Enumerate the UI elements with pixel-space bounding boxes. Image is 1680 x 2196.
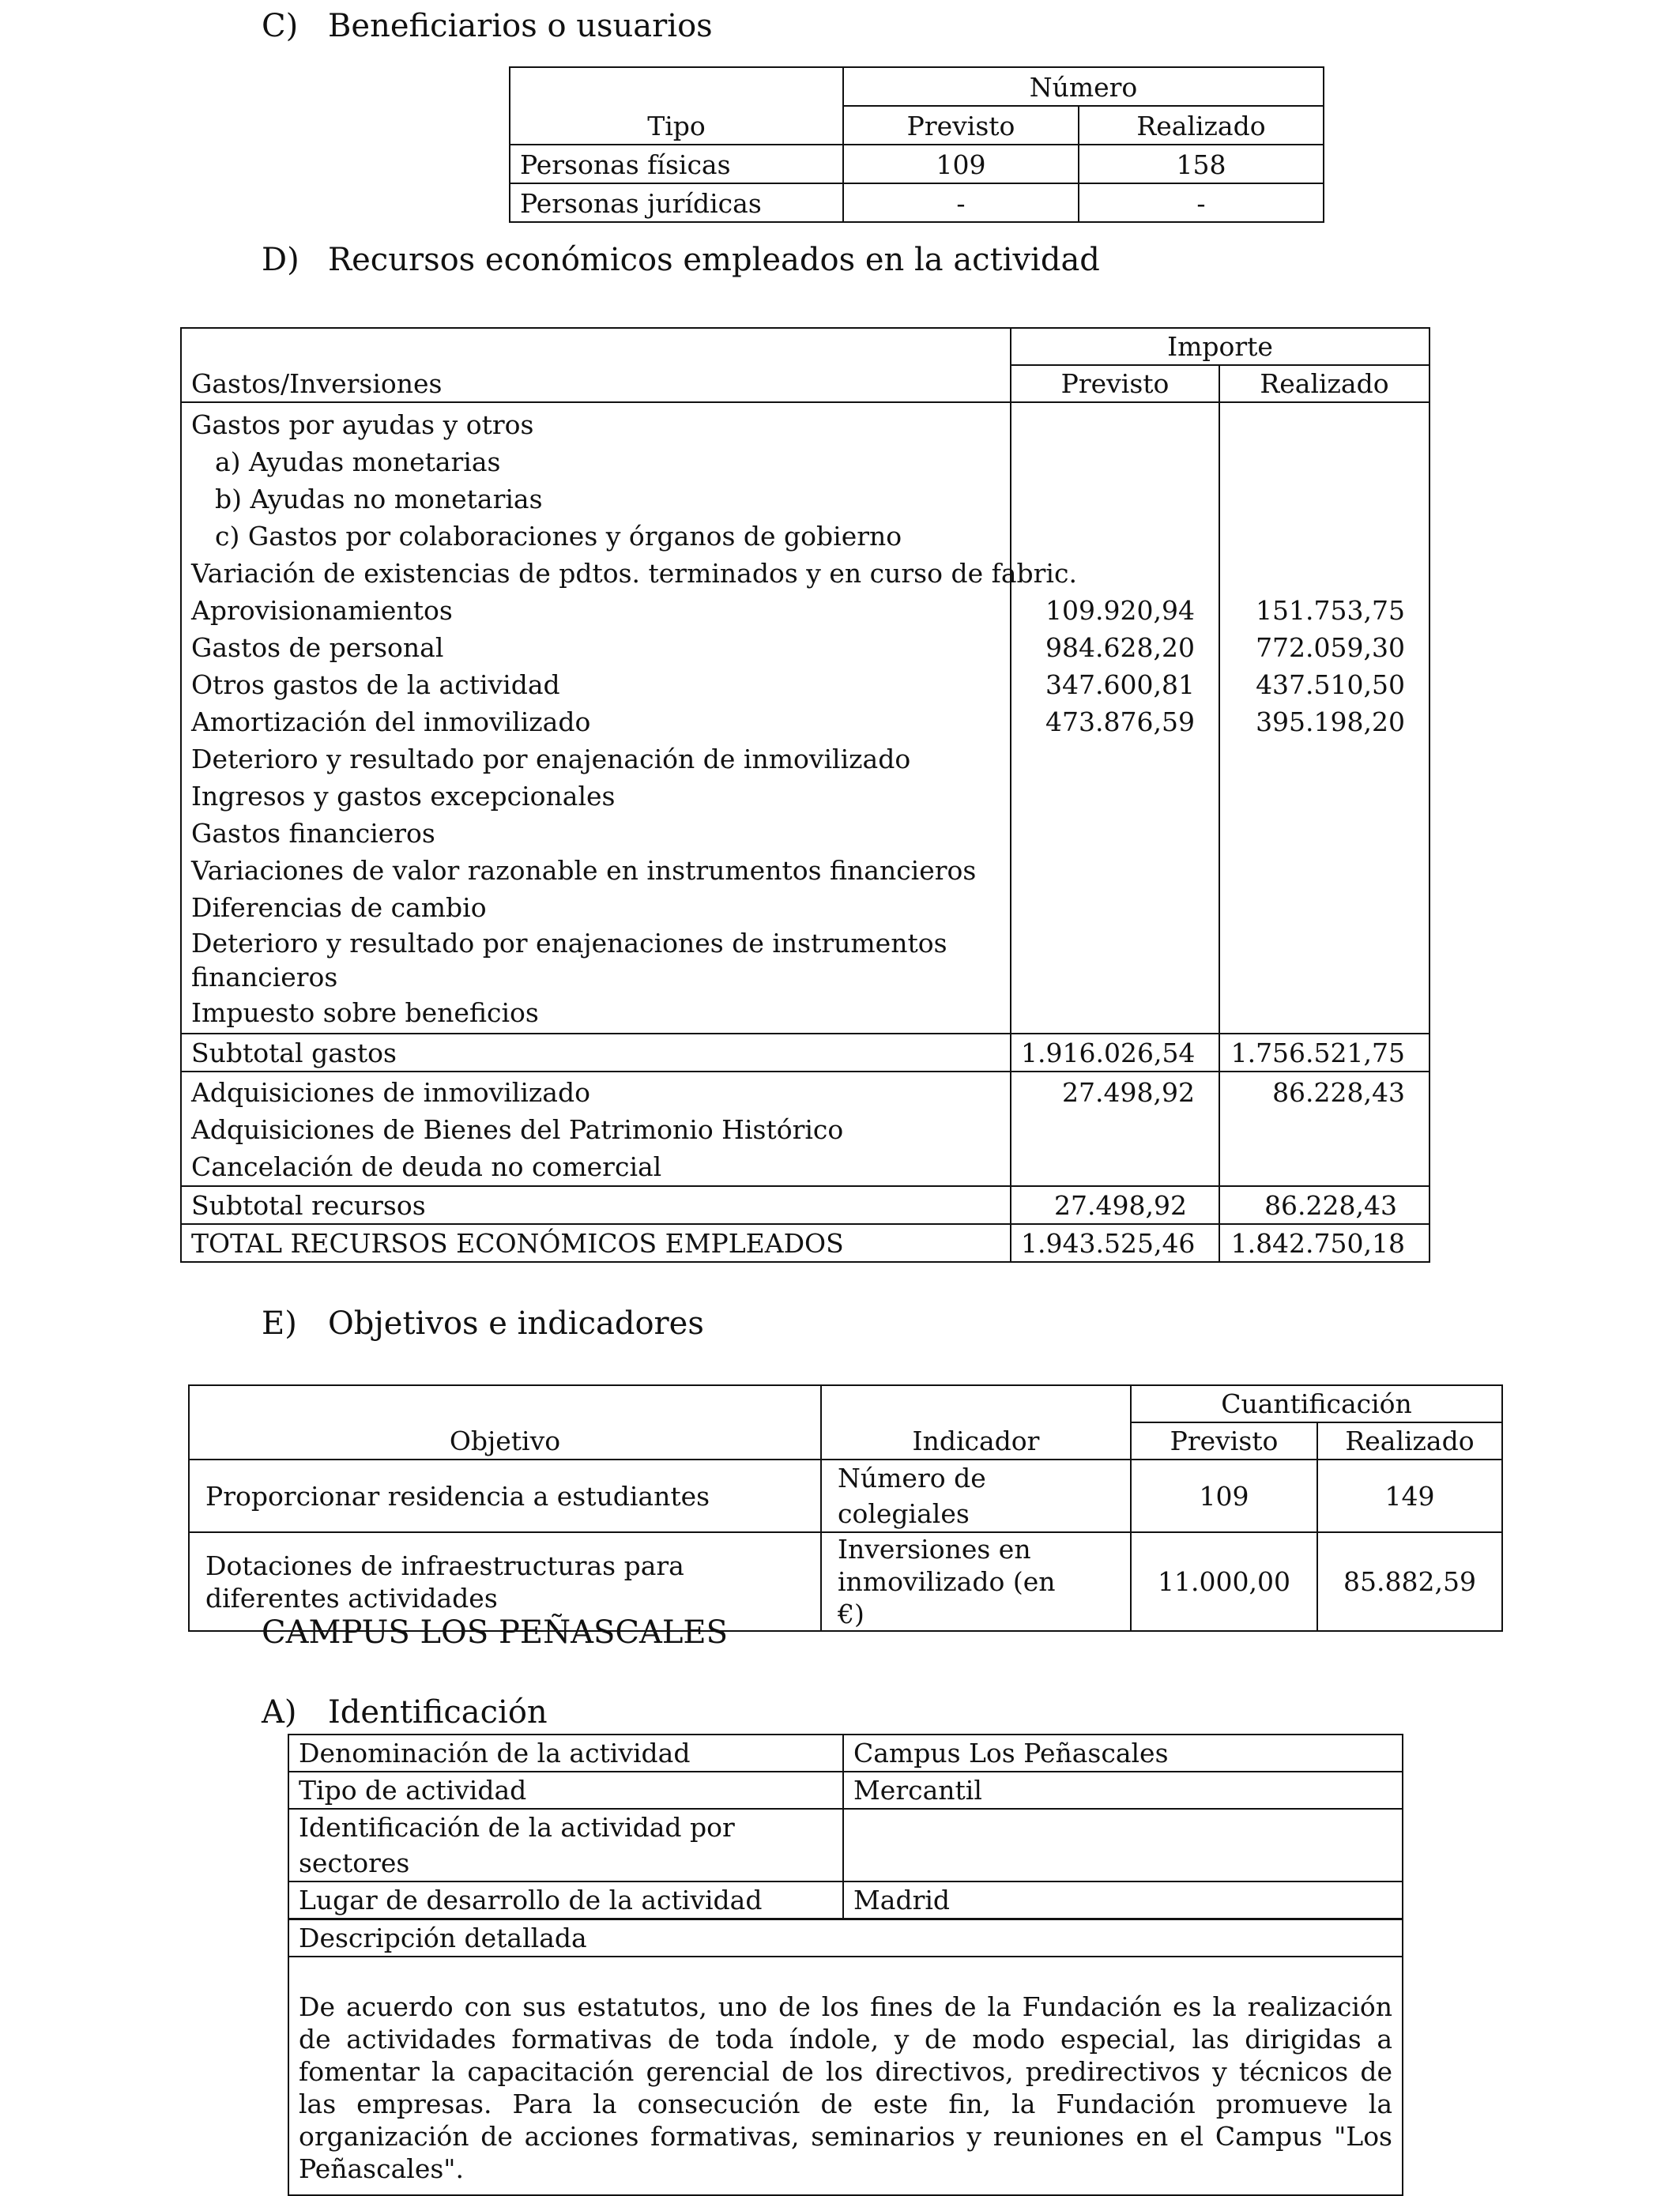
identificacion-label: Lugar de desarrollo de la actividad [288,1881,843,1919]
realizado-cell: 149 [1317,1460,1502,1532]
objetivo-cell: Proporcionar residencia a estudiantes [189,1460,821,1532]
subtotal-recursos-realizado: 86.228,43 [1219,1186,1430,1224]
table-row [189,1460,1502,1532]
indicador-cell: Número de colegiales [821,1460,1131,1532]
identificacion-label: Tipo de actividad [288,1772,843,1809]
identificacion-value: Madrid [843,1881,1403,1919]
gasto-previsto: 109.920,94 [1045,595,1195,626]
gasto-label: Variaciones de valor razonable en instrumentos financieros [191,855,977,886]
section-d-title: Recursos económicos empleados en la actividad [328,242,1100,278]
table-row [288,1735,1403,1772]
descripcion-header: Descripción detallada [288,1919,1403,1957]
objetivos-table [188,1384,1503,1632]
gasto-label: Amortización del inmovilizado [191,706,591,737]
identificacion-value: Campus Los Peñascales [843,1735,1403,1772]
recurso-previsto: 27.498,92 [1062,1077,1195,1108]
subtotal-gastos-label: Subtotal gastos [181,1034,1011,1072]
identificacion-value [843,1809,1403,1881]
recursos-previsto-cell [1011,1072,1219,1186]
gasto-realizado: 437.510,50 [1256,669,1406,700]
gastos-realizado-cell [1219,402,1430,1034]
section-e-letter: E) [262,1305,297,1342]
section-a-title: Identificación [328,1694,548,1731]
col-previsto-header: Previsto [843,106,1079,145]
col-gastos-header: Gastos/Inversiones [181,328,1011,402]
gasto-label: Gastos por ayudas y otros [191,409,534,440]
gasto-previsto: 984.628,20 [1045,632,1195,663]
previsto-cell: 109 [1131,1460,1317,1532]
col-previsto-header: Previsto [1011,365,1219,402]
recurso-label: Adquisiciones de inmovilizado [191,1077,590,1108]
gasto-previsto [1021,480,1195,518]
subtotal-recursos-previsto: 27.498,92 [1011,1186,1219,1224]
col-previsto-header: Previsto [1131,1422,1317,1460]
gasto-realizado: 395.198,20 [1256,706,1406,737]
gasto-label: Variación de existencias de pdtos. terminados y en curso de fabric. [191,558,1077,589]
gasto-realizado [1230,406,1405,443]
descripcion-table [288,1919,1403,2196]
recurso-realizado: 86.228,43 [1272,1077,1406,1108]
col-objetivo-header: Objetivo [189,1385,821,1460]
gasto-label: Otros gastos de la actividad [191,669,560,700]
recurso-label: Adquisiciones de Bienes del Patrimonio Histórico [191,1114,844,1145]
descripcion-text: De acuerdo con sus estatutos, uno de los fines de la Fundación es la realización de actividades formativas de toda índole, y de modo especial, las dirigidas a fomentar la capacitación gerencial de los directivos, predirectivos y técnicos de las empresas. Para la consecución de este fin, la Fundación promueve la organización de acciones formativas, seminarios y reuniones en el Campus "Los Peñascales". [299,1991,1392,2184]
subtotal-gastos-previsto: 1.916.026,54 [1011,1034,1219,1072]
gasto-label: a) Ayudas monetarias [215,446,501,477]
gasto-previsto [1021,518,1195,555]
recursos-table [180,327,1430,1263]
table-row [288,1809,1403,1881]
table-row [288,1772,1403,1809]
gasto-label: Gastos financieros [191,818,435,849]
gasto-previsto [1021,443,1195,480]
section-c-title: Beneficiarios o usuarios [328,8,713,44]
gasto-realizado: 772.059,30 [1256,632,1406,663]
gasto-realizado [1230,518,1405,555]
subtotal-recursos-label: Subtotal recursos [181,1186,1011,1224]
table-row [510,145,1324,183]
gastos-labels-cell [181,402,1077,1034]
gasto-realizado [1230,555,1405,592]
previsto-cell: 11.000,00 [1131,1532,1317,1631]
gasto-label: Aprovisionamientos [191,595,453,626]
gasto-label: Ingresos y gastos excepcionales [191,781,616,812]
gasto-previsto [1021,406,1195,443]
col-indicador-header: Indicador [821,1385,1131,1460]
gasto-previsto: 473.876,59 [1045,706,1195,737]
gasto-label: Deterioro y resultado por enajenaciones de instrumentos [191,928,947,959]
total-row [181,1224,1430,1262]
recursos-realizado-cell [1219,1072,1430,1186]
gasto-label: b) Ayudas no monetarias [215,484,543,514]
identificacion-value: Mercantil [843,1772,1403,1809]
identificacion-label: Identificación de la actividad por sectores [288,1809,843,1881]
gasto-realizado [1230,443,1405,480]
realizado-cell: 85.882,59 [1317,1532,1502,1631]
realizado-cell: 158 [1079,145,1324,183]
subtotal-gastos-realizado: 1.756.521,75 [1219,1034,1430,1072]
section-c-letter: C) [262,8,299,44]
gasto-label: Diferencias de cambio [191,892,487,923]
section-e-title: Objetivos e indicadores [328,1305,704,1342]
col-realizado-header: Realizado [1219,365,1430,402]
beneficiarios-table [509,66,1324,223]
subtotal-recursos-row [181,1186,1430,1224]
gastos-previsto-cell [1011,402,1219,1034]
cuantificacion-group-header: Cuantificación [1131,1385,1502,1422]
recurso-label: Cancelación de deuda no comercial [191,1151,662,1182]
col-realizado-header: Realizado [1079,106,1324,145]
recursos-labels-cell [181,1072,1011,1186]
gasto-realizado [1230,480,1405,518]
col-realizado-header: Realizado [1317,1422,1502,1460]
tipo-cell: Personas físicas [510,145,843,183]
gasto-label: Deterioro y resultado por enajenación de inmovilizado [191,744,911,774]
gasto-label: c) Gastos por colaboraciones y órganos de gobierno [215,521,902,552]
indicador-cell: Inversiones en inmovilizado (en €) [821,1532,1131,1631]
total-label: TOTAL RECURSOS ECONÓMICOS EMPLEADOS [181,1224,1011,1262]
gasto-label: Gastos de personal [191,632,444,663]
table-row [288,1881,1403,1919]
total-realizado: 1.842.750,18 [1219,1224,1430,1262]
campus-title: CAMPUS LOS PEÑASCALES [262,1614,729,1651]
gasto-previsto: 347.600,81 [1045,669,1195,700]
realizado-cell: - [1079,183,1324,222]
identificacion-table [288,1734,1403,1919]
total-previsto: 1.943.525,46 [1011,1224,1219,1262]
tipo-cell: Personas jurídicas [510,183,843,222]
objetivo-cell: Dotaciones de infraestructuras para diferentes actividades [189,1532,821,1631]
section-a-letter: A) [262,1694,297,1731]
section-c-heading [262,8,713,44]
section-a-heading [262,1694,548,1731]
section-d-letter: D) [262,242,299,278]
gasto-label: Impuesto sobre beneficios [191,997,539,1028]
section-d-heading [262,242,1100,278]
section-e-heading [262,1305,704,1342]
col-tipo-header: Tipo [510,67,843,145]
importe-group-header: Importe [1011,328,1430,365]
table-row [510,183,1324,222]
identificacion-label: Denominación de la actividad [288,1735,843,1772]
gasto-label: financieros [191,962,338,993]
subtotal-gastos-row [181,1034,1430,1072]
previsto-cell: - [843,183,1079,222]
gasto-realizado: 151.753,75 [1256,595,1406,626]
descripcion-body [288,1957,1403,2195]
numero-group-header: Número [843,67,1324,106]
previsto-cell: 109 [843,145,1079,183]
